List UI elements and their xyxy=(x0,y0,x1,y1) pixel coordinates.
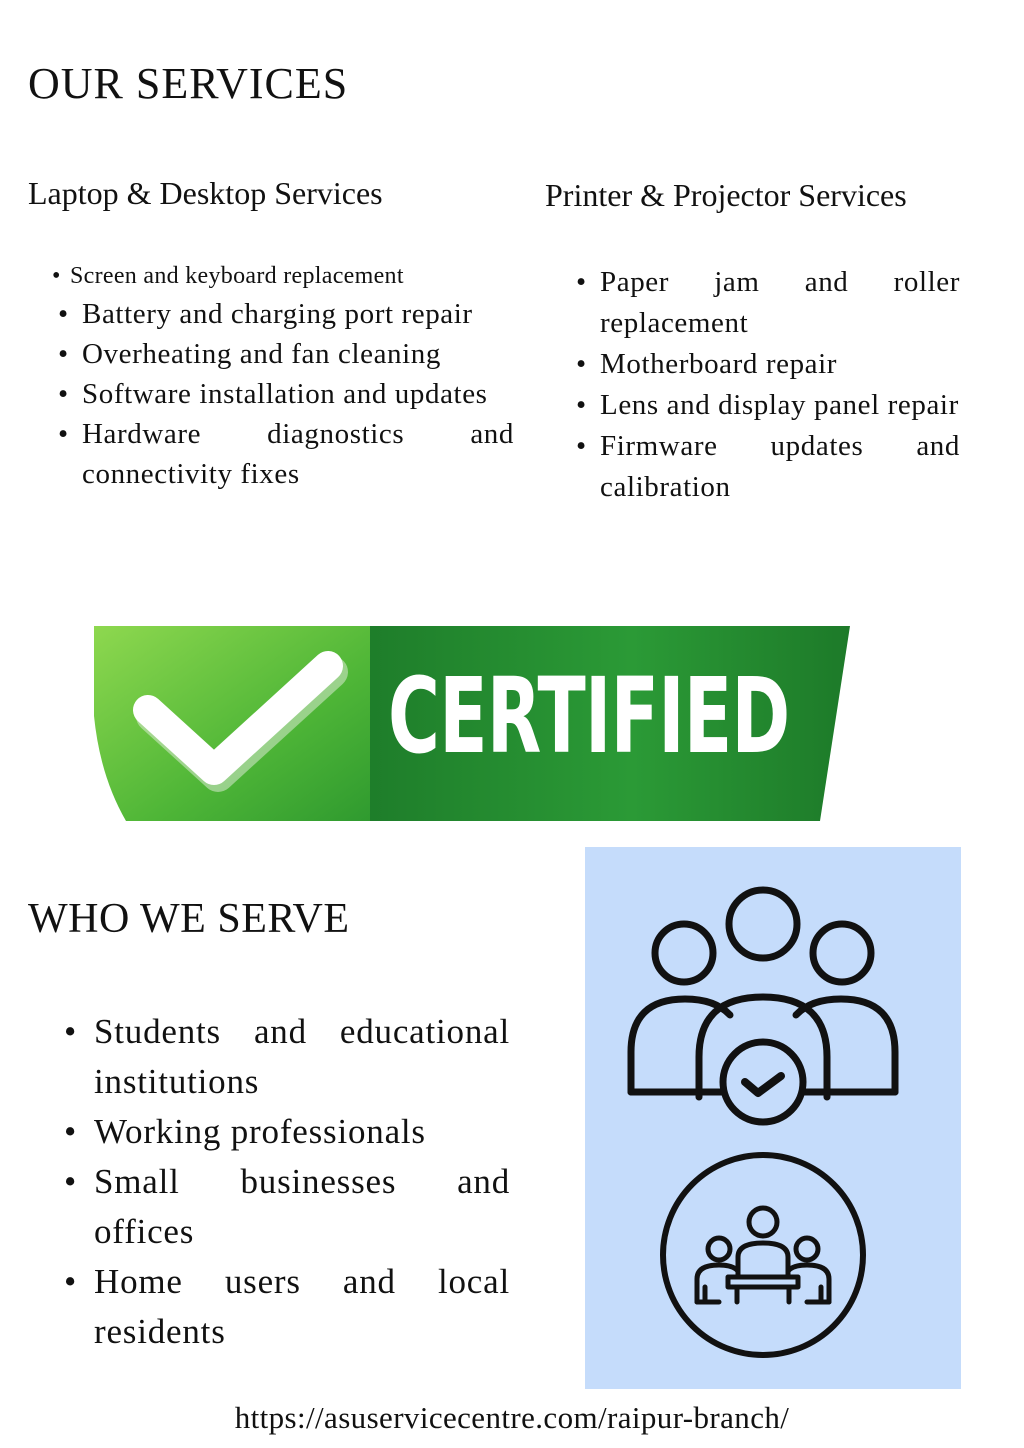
list-item: • Small businesses and offices xyxy=(62,1157,510,1257)
who-we-serve-heading: WHO WE SERVE xyxy=(28,896,350,942)
printer-services-list xyxy=(574,262,960,508)
footer-url[interactable]: https://asuservicecentre.com/raipur-branch/ xyxy=(234,1400,790,1435)
list-item: • Students and educational institutions xyxy=(62,1007,510,1107)
list-item: • Motherboard repair xyxy=(574,344,960,385)
list-item: • Hardware diagnostics and connectivity fixes xyxy=(56,414,514,494)
list-item: • Lens and display panel repair xyxy=(574,385,960,426)
laptop-services-heading: Laptop & Desktop Services xyxy=(28,175,383,211)
certified-text: CERTIFIED xyxy=(388,655,790,777)
list-item: • Working professionals xyxy=(62,1107,510,1157)
certified-banner xyxy=(66,626,886,821)
list-item: • Battery and charging port repair xyxy=(56,294,514,334)
list-item: • Screen and keyboard replacement xyxy=(50,258,514,294)
laptop-services-list xyxy=(56,258,514,494)
page-title: OUR SERVICES xyxy=(28,59,349,108)
team-meeting-icon xyxy=(663,1155,863,1355)
list-item: • Overheating and fan cleaning xyxy=(56,334,514,374)
list-item: • Paper jam and roller replacement xyxy=(574,262,960,344)
group-check-icon xyxy=(585,847,961,1389)
list-item: • Firmware updates and calibration xyxy=(574,426,960,508)
who-we-serve-list xyxy=(62,1007,510,1357)
printer-services-heading: Printer & Projector Services xyxy=(545,177,907,213)
audience-icon-panel xyxy=(585,847,961,1389)
list-item: • Software installation and updates xyxy=(56,374,514,414)
list-item: • Home users and local residents xyxy=(62,1257,510,1357)
